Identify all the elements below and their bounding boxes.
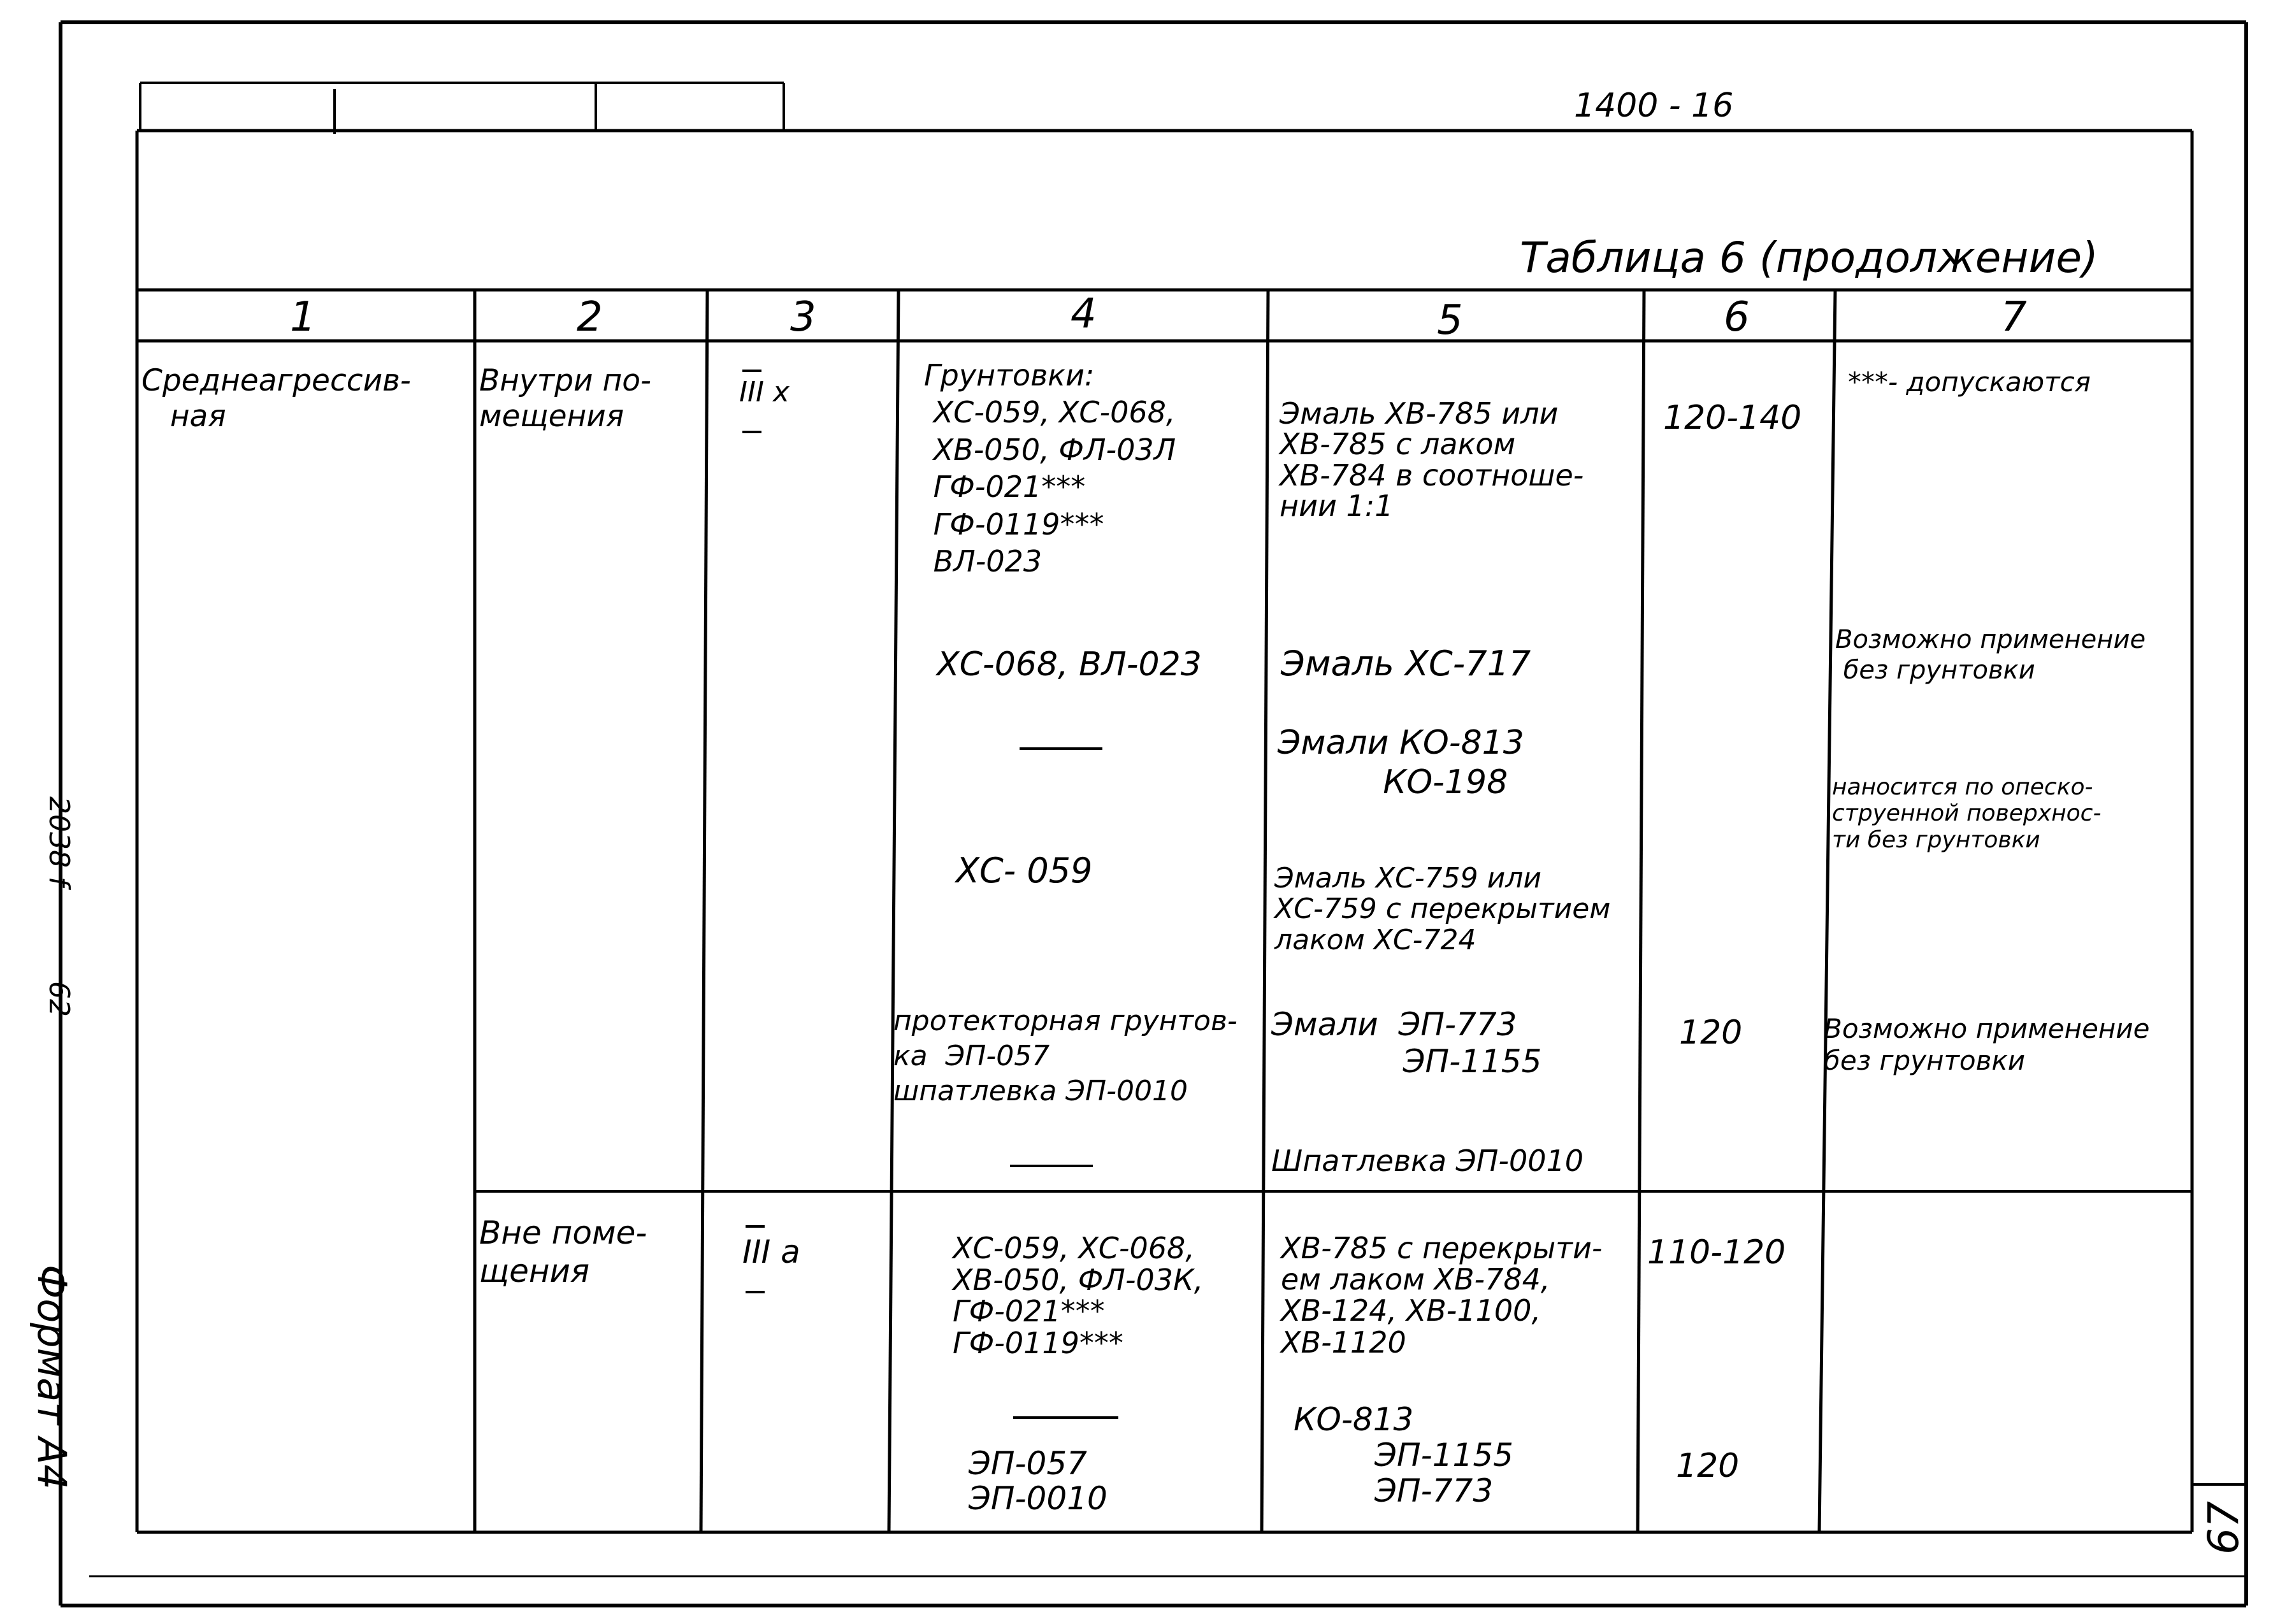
thickness-110-120: 110-120	[1647, 1233, 1786, 1272]
coating-enamels-ko: Эмали КО-813 КО-198	[1278, 724, 1524, 802]
col-header-3: 3	[790, 294, 816, 341]
coating-putty: Шпатлевка ЭП-0010	[1271, 1144, 1584, 1178]
note-without-primer-b: Возможно применение без грунтовки	[1824, 1013, 2150, 1077]
primers-outside: ХС-059, ХС-068, ХВ-050, ФЛ-03К, ГФ-021*** ГФ-0119***	[953, 1231, 1204, 1361]
aggressiveness-degree: Среднеагрессив- ная	[141, 363, 411, 435]
primer-xc059: ХС- 059	[956, 851, 1093, 891]
coating-xb785-outside: ХВ-785 с перекрыти- ем лаком ХВ-784, ХВ-124, ХВ-1100, ХВ-1120	[1281, 1231, 1603, 1360]
inventory-number: 2038 f	[43, 796, 75, 887]
document-number: 1400 - 16	[1574, 87, 1734, 125]
thickness-120-140: 120-140	[1663, 399, 1802, 437]
col-header-4: 4	[1071, 291, 1097, 338]
coating-enamels-ep: Эмали ЭП-773 ЭП-1155	[1271, 1006, 1542, 1080]
coating-enamel-xc717: Эмаль ХС-717	[1281, 643, 1531, 684]
paper-format: Формат А4	[29, 1265, 75, 1490]
operating-conditions-outside: Вне поме- щения	[479, 1214, 647, 1290]
operating-group-b: III а	[742, 1233, 800, 1270]
coating-enamel-xb785: Эмаль ХВ-785 или ХВ-785 с лаком ХВ-784 в соотноше- нии 1:1	[1280, 396, 1584, 523]
operating-conditions-inside: Внутри по- мещения	[479, 363, 651, 435]
thickness-120-a: 120	[1679, 1014, 1743, 1052]
page-number: 67	[2199, 1501, 2248, 1555]
note-sandblasted: наносится по опескo- струенной поверхнос- ти без грунтовки	[1832, 774, 2102, 853]
coating-ko813-ep: КО-813 ЭП-1155 ЭП-773	[1294, 1401, 1513, 1509]
col-header-6: 6	[1724, 294, 1750, 341]
note-allowed: ***- допускаются	[1848, 366, 2091, 398]
copy-number: 62	[43, 981, 75, 1017]
operating-group-a: III х	[739, 376, 790, 408]
coating-enamel-xc759: Эмаль ХС-759 или ХС-759 с перекрытием лаком ХС-724	[1274, 862, 1611, 956]
col-header-7: 7	[2001, 294, 2027, 341]
primers-outside-ep: ЭП-057 ЭП-0010	[969, 1445, 1107, 1517]
primer-xc068: ХС-068, ВЛ-023	[937, 645, 1202, 684]
note-without-primer-a: Возможно применение без грунтовки	[1835, 625, 2146, 685]
primer-protector: протекторная грунтов- ка ЭП-057 шпатлевка ЭП-0010	[893, 1005, 1237, 1107]
primers-list: Грунтовки: ХС-059, ХС-068, ХВ-050, ФЛ-03Л ГФ-021*** ГФ-0119*** ВЛ-023	[924, 358, 1176, 579]
col-header-5: 5	[1437, 297, 1463, 344]
col-header-1: 1	[290, 294, 316, 341]
thickness-120-b: 120	[1676, 1447, 1740, 1485]
table-title: Таблица 6 (продолжение)	[1520, 233, 2098, 282]
col-header-2: 2	[577, 294, 603, 341]
